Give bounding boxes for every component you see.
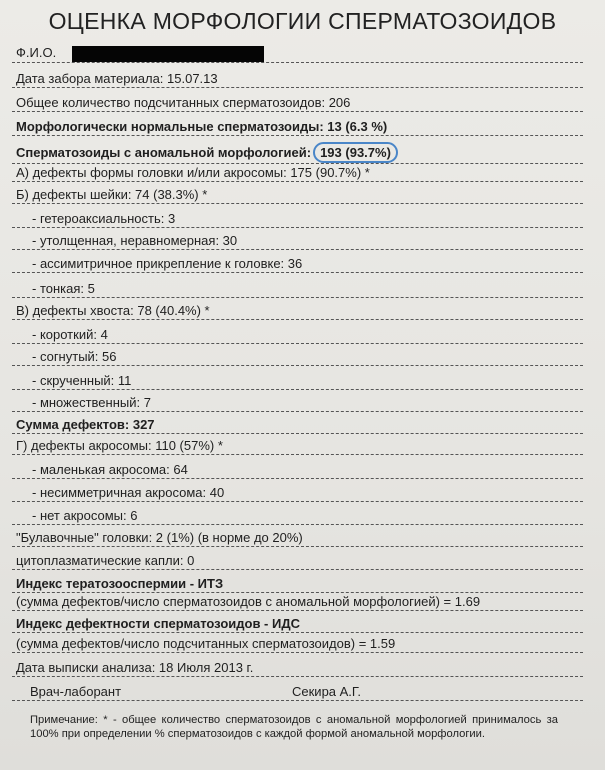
head-defects: А) дефекты формы головки и/или акросомы: 175 (90.7%) * (12, 164, 583, 182)
report-title: ОЦЕНКА МОРФОЛОГИИ СПЕРМАТОЗОИДОВ (48, 8, 557, 34)
neck-defects: Б) дефекты шейки: 74 (38.3%) * (12, 186, 583, 204)
abnormal-value-circled: 193 (93.7%) (313, 142, 398, 163)
fio-row (12, 44, 583, 63)
neck-item: - ассимитричное прикрепление к головке: 36 (12, 255, 583, 273)
acrosome-defects: Г) дефекты акросомы: 110 (57%) * (12, 437, 583, 455)
tail-item: - короткий: 4 (12, 326, 583, 344)
fio-label: Ф.И.О. (16, 45, 57, 60)
tail-item: - согнутый: 56 (12, 348, 583, 366)
collection-date: Дата забора материала: 15.07.13 (12, 70, 583, 88)
itz-title: Индекс тератозооспермии - ИТЗ (12, 575, 583, 593)
abnormal-label: Сперматозоиды с аномальной морфологией: (16, 145, 312, 160)
cytoplasmic-droplets: цитоплазматические капли: 0 (12, 552, 583, 570)
doctor-label: Врач-лаборант (30, 684, 122, 699)
acrosome-item: - несимметричная акросома: 40 (12, 484, 583, 502)
tail-item: - скрученный: 11 (12, 372, 583, 390)
footnote: Примечание: * - общее количество сперматозоидов с аномальной морфологией принималось за 100% при определении % сперматозоидов с каждой формой аномальной морфологии. (30, 714, 558, 740)
acrosome-item: - маленькая акросома: 64 (12, 461, 583, 479)
tail-defects: В) дефекты хвоста: 78 (40.4%) * (12, 302, 583, 320)
normal-morphology: Морфологически нормальные сперматозоиды: 13 (6.3 %) (12, 118, 583, 136)
sum-defects: Сумма дефектов: 327 (12, 416, 583, 434)
doctor-name: Секира А.Г. (292, 684, 361, 699)
abnormal-morphology-row (12, 142, 583, 164)
itz-formula: (сумма дефектов/число сперматозоидов с аномальной морфологией) = 1.69 (12, 593, 583, 611)
pin-heads: "Булавочные" головки: 2 (1%) (в норме до 20%) (12, 529, 583, 547)
issue-date: Дата выписки анализа: 18 Июля 2013 г. (12, 659, 583, 677)
neck-item: - тонкая: 5 (12, 280, 583, 298)
neck-item: - гетероаксиальность: 3 (12, 210, 583, 228)
redacted-name (72, 46, 264, 62)
ids-title: Индекс дефектности сперматозоидов - ИДС (12, 615, 583, 633)
neck-item: - утолщенная, неравномерная: 30 (12, 232, 583, 250)
total-count: Общее количество подсчитанных сперматозоидов: 206 (12, 94, 583, 112)
tail-item: - множественный: 7 (12, 394, 583, 412)
signature-row (12, 683, 583, 701)
acrosome-item: - нет акросомы: 6 (12, 507, 583, 525)
ids-formula: (сумма дефектов/число подсчитанных сперматозоидов) = 1.59 (12, 635, 583, 653)
